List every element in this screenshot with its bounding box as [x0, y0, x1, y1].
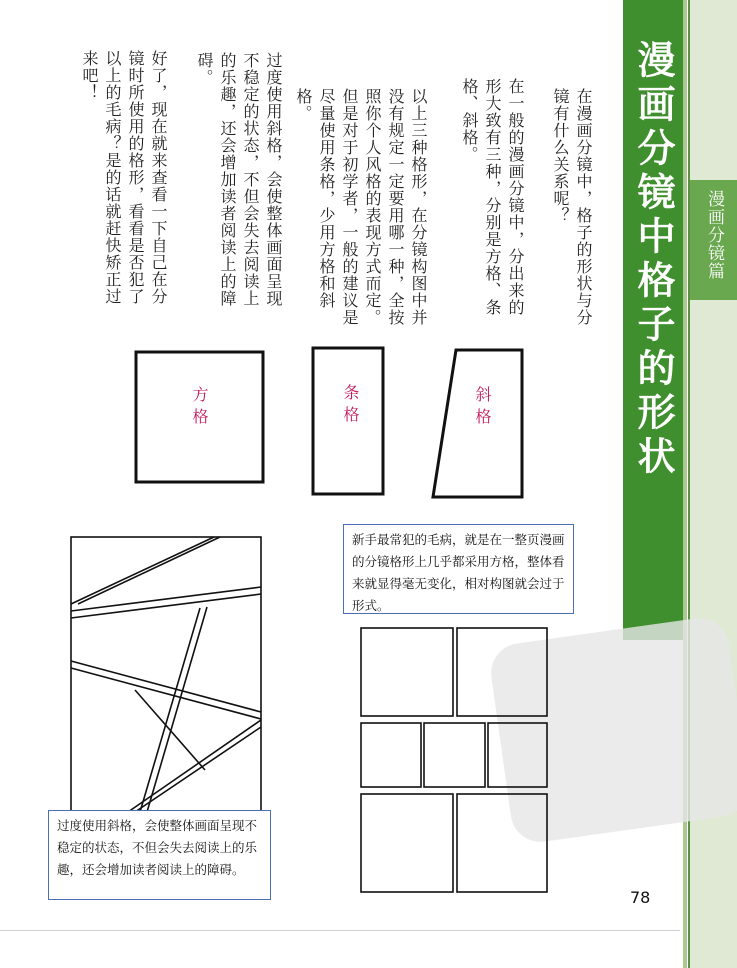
paragraph-slant-warning: 过度使用斜格，会使整体画面呈现不稳定的状态，不但会失去阅读上的乐趣，还会增加读者阅读上的障碍。 [195, 52, 283, 307]
slanted-layout-example [71, 537, 261, 812]
page-number: 78 [630, 888, 651, 907]
section-label: 漫画分镜篇 [704, 190, 724, 280]
strip-panel-label: 条格 [341, 384, 360, 428]
paragraph-intro: 在漫画分镜中，格子的形状与分镜有什么关系呢？ [551, 88, 593, 326]
slant-panel-label: 斜格 [473, 386, 492, 430]
square-panel-label: 方格 [190, 386, 209, 430]
page-title: 漫画分镜中格子的形状 [631, 40, 676, 480]
paragraph-usage: 以上三种格形，在分镜构图中并没有规定一定要用哪一种，全按照你个人风格的表现方式而定。但是对于初学者，一般的建议是尽量使用条格，少用方格和斜格。 [294, 88, 428, 326]
paragraph-check: 好了，现在就来查看一下自己在分镜时所使用的格形，看看是否犯了以上的毛病？是的话就赶快矫正过来吧！ [80, 50, 168, 305]
paragraph-types: 在一般的漫画分镜中，分出来的形大致有三种，分别是方格、条格、斜格。 [460, 78, 525, 316]
square-layout-example [361, 628, 547, 892]
page-bottom-rule [0, 930, 680, 931]
beginner-mistake-note: 新手最常犯的毛病，就是在一整页漫画的分镜格形上几乎都采用方格，整体看来就显得毫无变化，相对构图就会过于形式。 [343, 524, 574, 614]
slant-warning-note: 过度使用斜格，会使整体画面呈现不稳定的状态，不但会失去阅读上的乐趣，还会增加读者阅读上的障碍。 [48, 810, 271, 900]
